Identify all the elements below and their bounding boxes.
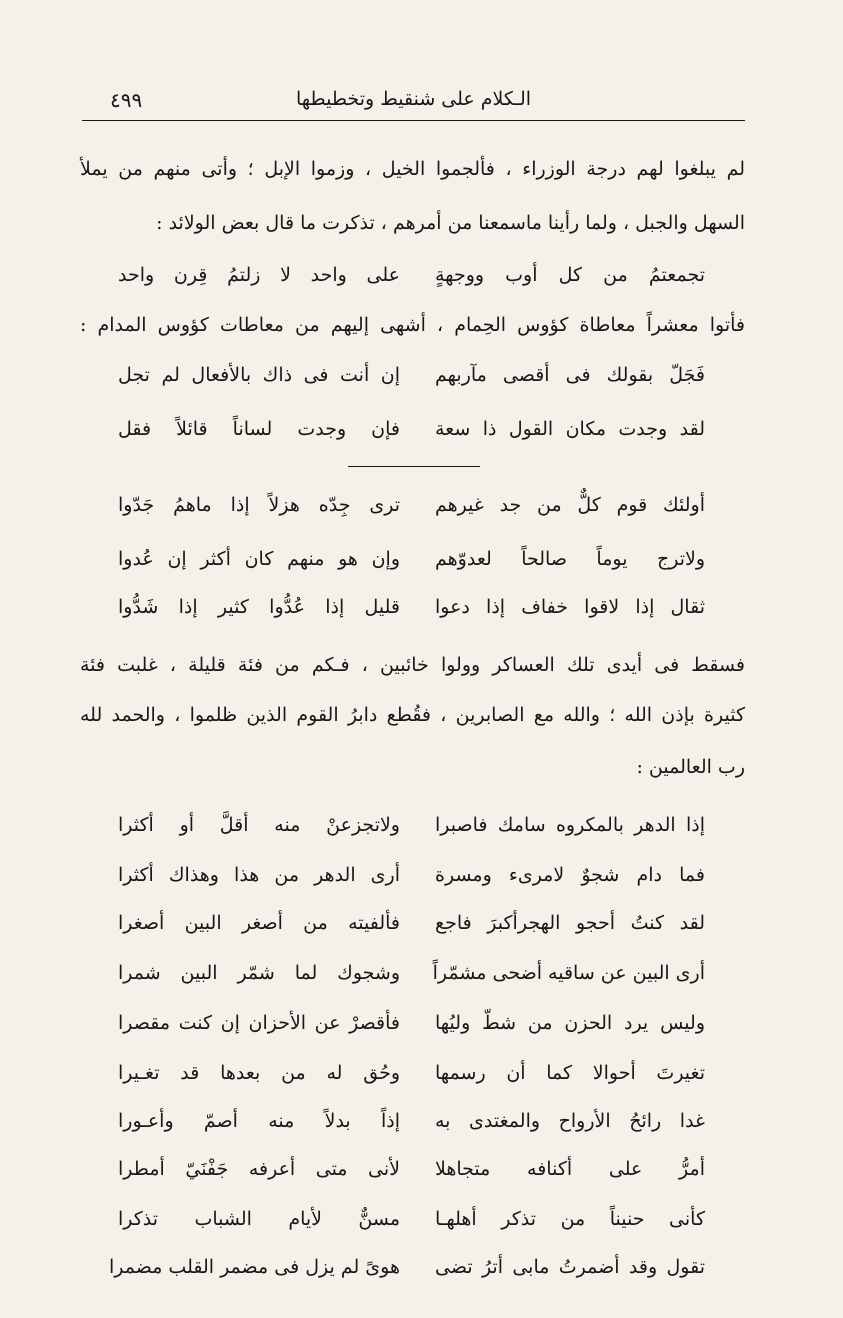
header-rule bbox=[82, 120, 745, 121]
verse-hemistich-left: فإن وجدت لساناً قائلاً فقل bbox=[118, 418, 400, 440]
verse-hemistich-left: وإن هو منهم كان أكثر إن عُدوا bbox=[118, 548, 400, 570]
prose-line: كثيرة بإذن الله ؛ والله مع الصابرين ، فقُطع دابرُ القوم الذين ظلموا ، والحمد لله bbox=[80, 704, 745, 726]
verse-line bbox=[0, 814, 843, 854]
verse-hemistich-right: فما دام شجوٌ لامرىء ومسرة bbox=[435, 864, 705, 886]
prose-line: لم يبلغوا لهم درجة الوزراء ، فألجموا الخيل ، وزموا الإبل ؛ وأتى منهم من يملأ bbox=[80, 158, 746, 180]
verse-hemistich-right: ثقال إذا لاقوا خفاف إذا دعوا bbox=[435, 596, 705, 618]
verse-hemistich-right: لقد وجدت مكان القول ذا سعة bbox=[435, 418, 705, 440]
verse-line bbox=[0, 962, 843, 1002]
verse-hemistich-right: فَجَلّ بقولك فى أقصى مآربهم bbox=[435, 364, 705, 386]
verse-line bbox=[0, 1256, 843, 1296]
prose-line: السهل والجبل ، ولما رأينا ماسمعنا من أمرهم ، تذكرت ما قال بعض الولائد : bbox=[156, 212, 745, 234]
verse-line bbox=[0, 548, 843, 588]
verse-hemistich-left: فألفيته من أصغر البين أصغرا bbox=[118, 912, 400, 934]
verse-hemistich-left: إن أنت فى ذاك بالأفعال لم تجل bbox=[118, 364, 400, 386]
prose-line: فأتوا معشراً معاطاة كؤوس الحِمام ، أشهى إليهم من معاطات كؤوس المدام : bbox=[80, 314, 745, 336]
section-divider bbox=[348, 466, 480, 467]
verse-hemistich-left: لأنى متى أعرفه جَفْنَيّ أمطرا bbox=[118, 1158, 400, 1180]
verse-line bbox=[0, 912, 843, 952]
verse-hemistich-right: لقد كنتُ أحجو الهجرأكبرَ فاجع bbox=[435, 912, 705, 934]
verse-hemistich-left: مسنٌّ لأيام الشباب تذكرا bbox=[118, 1208, 400, 1230]
running-title: الـكلام على شنقيط وتخطيطها bbox=[295, 88, 532, 110]
verse-hemistich-left: أرى الدهر من هذا وهذاك أكثرا bbox=[118, 864, 400, 886]
verse-hemistich-right: تغيرتَ أحوالا كما أن رسمها bbox=[435, 1062, 705, 1084]
prose-line: فسقط فى أيدى تلك العساكر وولوا خائبين ، فـكم من فئة قليلة ، غلبت فئة bbox=[80, 654, 745, 676]
verse-line bbox=[0, 1158, 843, 1198]
verse-hemistich-left: قليل إذا عُدُّوا كثير إذا شَدُّوا bbox=[118, 596, 400, 618]
verse-hemistich-left: على واحد لا زلتمُ قِرن واحد bbox=[118, 264, 400, 286]
verse-line bbox=[0, 418, 843, 458]
prose-line: رب العالمين : bbox=[636, 756, 745, 778]
verse-line bbox=[0, 1062, 843, 1102]
verse-hemistich-left: وشجوك لما شمّر البين شمرا bbox=[118, 962, 400, 984]
verse-hemistich-right: كأنى حنيناً من تذكر أهلهـا bbox=[435, 1208, 705, 1230]
verse-line bbox=[0, 264, 843, 304]
verse-hemistich-left: ولاتجزعنْ منه أقلَّ أو أكثرا bbox=[118, 814, 400, 836]
verse-line bbox=[0, 1110, 843, 1150]
verse-line bbox=[0, 596, 843, 636]
verse-line bbox=[0, 1208, 843, 1248]
page-number: ٤٩٩ bbox=[110, 88, 143, 112]
page-header bbox=[82, 88, 745, 118]
verse-line bbox=[0, 364, 843, 404]
verse-hemistich-left: فأقصرْ عن الأحزان إن كنت مقصرا bbox=[118, 1012, 400, 1034]
verse-hemistich-right: أمرُّ على أكنافه متجاهلا bbox=[435, 1158, 705, 1180]
verse-hemistich-left: هوىً لم يزل فى مضمر القلب مضمرا bbox=[108, 1256, 400, 1278]
verse-hemistich-right: ولاترج يوماً صالحاً لعدوّهم bbox=[435, 548, 705, 570]
verse-hemistich-right: إذا الدهر بالمكروه سامك فاصبرا bbox=[435, 814, 705, 836]
verse-hemistich-right: تقول وقد أضمرتُ مابى أترُ تضى bbox=[435, 1256, 705, 1278]
verse-hemistich-left: ترى جِدّه هزلاً إذا ماهمُ جَدّوا bbox=[118, 494, 400, 516]
verse-hemistich-right: وليس يرد الحزن من شطّ وليُها bbox=[435, 1012, 705, 1034]
verse-hemistich-right: أرى البين عن ساقيه أضحى مشمّراً bbox=[432, 962, 705, 984]
verse-line bbox=[0, 1012, 843, 1052]
verse-hemistich-left: وحُق له من بعدها قد تغـيرا bbox=[118, 1062, 400, 1084]
verse-line bbox=[0, 864, 843, 904]
verse-hemistich-right: تجمعتمُ من كل أوب ووجهةٍ bbox=[435, 264, 705, 286]
verse-hemistich-right: غدا رائحُ الأرواح والمغتدى به bbox=[435, 1110, 705, 1132]
verse-line bbox=[0, 494, 843, 534]
verse-hemistich-right: أولئك قوم كلٌّ من جد غيرهم bbox=[435, 494, 705, 516]
verse-hemistich-left: إذاً بدلاً منه أصمّ وأعـورا bbox=[118, 1110, 400, 1132]
